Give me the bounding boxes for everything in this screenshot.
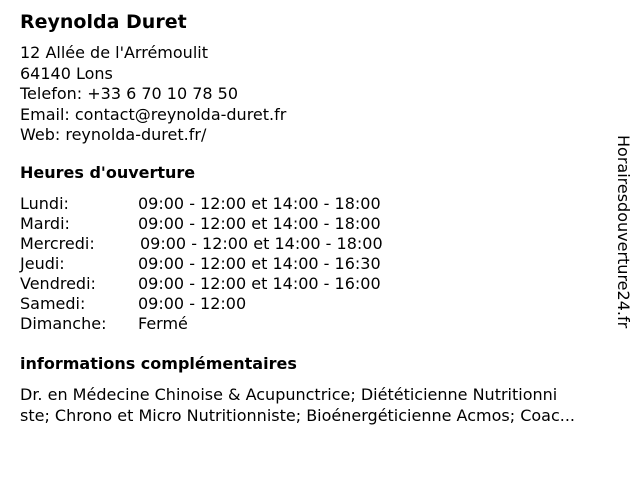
day-hours: 09:00 - 12:00	[138, 294, 247, 313]
day-label: Lundi:	[20, 194, 69, 213]
day-hours: Fermé	[138, 314, 188, 333]
day-label: Jeudi:	[20, 254, 65, 273]
day-label: Dimanche:	[20, 314, 107, 333]
hours-heading: Heures d'ouverture	[20, 163, 196, 182]
day-label: Samedi:	[20, 294, 86, 313]
day-label: Mardi:	[20, 214, 70, 233]
address-city: 64140 Lons	[20, 63, 113, 83]
info-text	[20, 384, 630, 426]
day-hours: 09:00 - 12:00 et 14:00 - 16:00	[138, 274, 381, 293]
phone-text: Telefon: +33 6 70 10 78 50	[20, 84, 239, 103]
day-hours: 09:00 - 12:00 et 14:00 - 18:00	[138, 214, 381, 233]
day-hours: 09:00 - 12:00 et 14:00 - 16:30	[138, 254, 381, 273]
address-street: 12 Allée de l'Arrémoulit	[20, 43, 208, 62]
business-name: Reynolda Duret	[20, 11, 187, 33]
day-hours: 09:00 - 12:00 et 14:00 - 18:00	[138, 194, 381, 213]
day-label: Vendredi:	[20, 274, 96, 293]
day-hours: 09:00 - 12:00 et 14:00 - 18:00	[140, 234, 383, 253]
day-label: Mercredi:	[20, 234, 95, 253]
info-line-2: ste; Chrono et Micro Nutritionniste; Bioénergéticienne Acmos; Coac...	[20, 406, 576, 425]
web-text: Web: reynolda-duret.fr/	[20, 125, 207, 144]
site-watermark: Horairesdouverture24.fr	[614, 135, 633, 329]
contact-block	[20, 43, 286, 146]
info-heading: informations complémentaires	[20, 354, 297, 373]
info-line-1: Dr. en Médecine Chinoise & Acupunctrice; Diététicienne Nutritionni	[20, 385, 558, 404]
email-text: Email: contact@reynolda-duret.fr	[20, 104, 287, 124]
